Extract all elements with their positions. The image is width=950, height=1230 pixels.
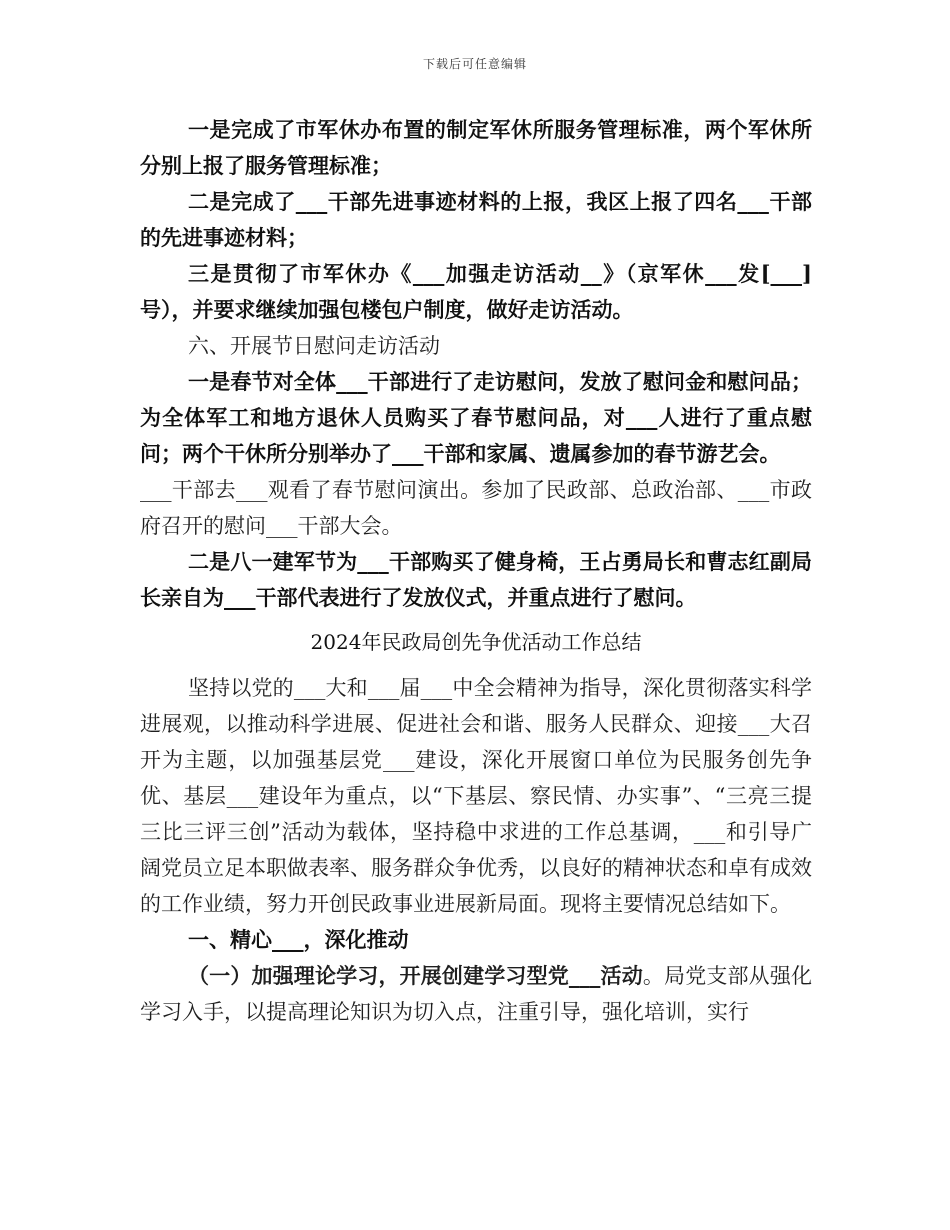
document-title: 2024年民政局创先争优活动工作总结 (310, 630, 642, 654)
theory-study-text: 。局党支部从强化学习入手，以提高理论知识为切入点，注重引导，强化培训，实行 (140, 964, 812, 1024)
paragraph-materials: 二是完成了___干部先进事迹材料的上报，我区上报了四名___干部的先进事迹材料； (140, 189, 812, 250)
paragraph-visits: 三是贯彻了市军休办《___加强走访活动__》（京军休___发[___]号），并要求继续加强包楼包户制度，做好走访活动。 (140, 261, 812, 322)
header-note: 下载后可任意编辑 (422, 57, 527, 71)
paragraph-spring-festival: 一是春节对全体___干部进行了走访慰问，发放了慰问金和慰问品；为全体军工和地方退休人员购买了春节慰问品，对___人进行了重点慰问；两个干休所分别举办了___干部和家属、遗属参加的春节游艺会。 (140, 369, 812, 466)
heading-section-six: 六、开展节日慰问走访活动 (188, 334, 440, 358)
document-body (140, 112, 812, 1030)
paragraph-performance: ___干部去___观看了春节慰问演出。参加了民政部、总政治部、___市政府召开的慰问___干部大会。 (140, 478, 812, 538)
paragraph-army-day: 二是八一建军节为___干部购买了健身椅，王占勇局长和曹志红副局长亲自为___干部代表进行了发放仪式，并重点进行了慰问。 (140, 549, 812, 610)
heading-section-one: 一、精心___，深化推动 (188, 927, 409, 952)
paragraph-standards: 一是完成了市军休办布置的制定军休所服务管理标准，两个军休所分别上报了服务管理标准； (140, 117, 812, 178)
paragraph-intro: 坚持以党的___大和___届___中全会精神为指导，深化贯彻落实科学进展观，以推动科学进展、促进社会和谐、服务人民群众、迎接___大召开为主题，以加强基层党___建设，深化开展窗口单位为民服务创先争优、基层___建设年为重点，以“下基层、察民情、办实事”、“三亮三提三比三评三创”活动为载体，坚持稳中求进的工作总基调，___和引导广阔党员立足本职做表率、服务群众争优秀，以良好的精神状态和卓有成效的工作业绩，努力开创民政事业进展新局面。现将主要情况总结如下。 (140, 676, 812, 916)
paragraph-theory-study (140, 958, 812, 1030)
subheading-theory-study: （一）加强理论学习，开展创建学习型党___活动 (188, 963, 643, 988)
